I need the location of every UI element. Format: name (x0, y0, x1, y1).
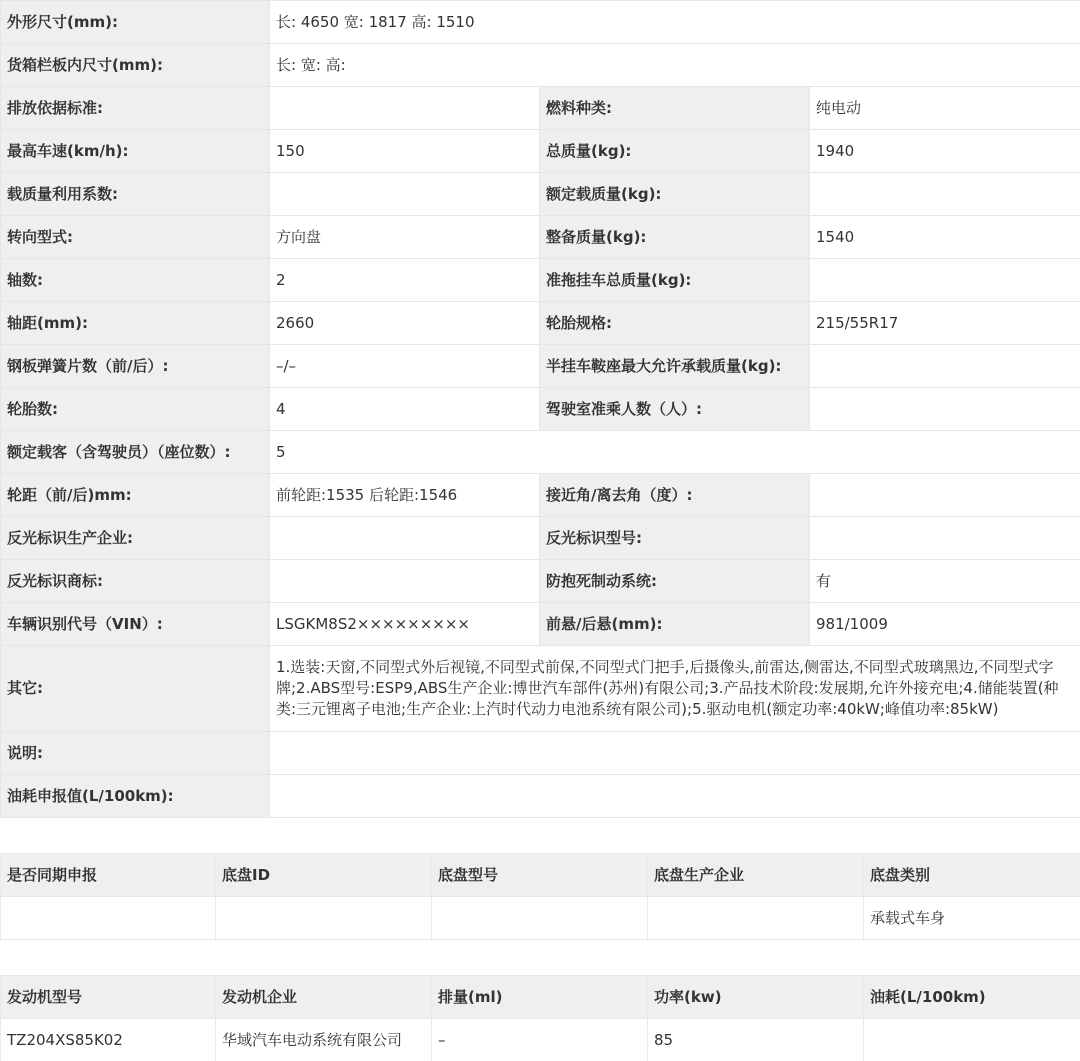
spec-value (810, 173, 1080, 216)
spec-label: 驾驶室准乘人数（人）: (540, 388, 810, 431)
spec-row (1, 603, 1080, 646)
spec-value: 2660 (270, 302, 540, 345)
spec-value: 长: 宽: 高: (270, 44, 1080, 87)
spec-row (1, 388, 1080, 431)
engine-header-cell: 发动机企业 (216, 976, 432, 1019)
spec-label: 轴距(mm): (1, 302, 270, 345)
spec-label: 前悬/后悬(mm): (540, 603, 810, 646)
spec-value (810, 345, 1080, 388)
spec-value (810, 474, 1080, 517)
spec-label: 反光标识生产企业: (1, 517, 270, 560)
spec-label: 整备质量(kg): (540, 216, 810, 259)
spec-label: 准拖挂车总质量(kg): (540, 259, 810, 302)
spec-label: 轮胎规格: (540, 302, 810, 345)
chassis-cell: 承载式车身 (864, 897, 1080, 940)
spec-value: –/– (270, 345, 540, 388)
spec-label: 其它: (1, 646, 270, 732)
chassis-header-cell: 底盘ID (216, 854, 432, 897)
engine-header-cell: 发动机型号 (1, 976, 216, 1019)
spec-label: 轮距（前/后)mm: (1, 474, 270, 517)
spec-body (1, 1, 1080, 818)
chassis-header-cell: 底盘类别 (864, 854, 1080, 897)
spec-value (810, 388, 1080, 431)
spec-value: 1.选装:天窗,不同型式外后视镜,不同型式前保,不同型式门把手,后摄像头,前雷达,侧雷达,不同型式玻璃黑边,不同型式字牌;2.ABS型号:ESP9,ABS生产企业:博世汽车部件(苏州)有限公司;3.产品技术阶段:发展期,允许外接充电;4.储能装置(种类:三元锂离子电池;生产企业:上汽时代动力电池系统有限公司);5.驱动电机(额定功率:40kW;峰值功率:85kW) (270, 646, 1080, 732)
spec-row (1, 87, 1080, 130)
spec-label: 额定载客（含驾驶员）（座位数）: (1, 431, 270, 474)
chassis-header-row (1, 854, 1080, 897)
spec-value: 1940 (810, 130, 1080, 173)
chassis-header-cell: 底盘型号 (432, 854, 648, 897)
spec-row (1, 44, 1080, 87)
spec-label: 载质量利用系数: (1, 173, 270, 216)
spec-value (270, 87, 540, 130)
chassis-header-cell: 是否同期申报 (1, 854, 216, 897)
spec-label: 油耗申报值(L/100km): (1, 775, 270, 818)
spec-label: 半挂车鞍座最大允许承载质量(kg): (540, 345, 810, 388)
engine-header-cell: 排量(ml) (432, 976, 648, 1019)
spec-value (270, 173, 540, 216)
spec-label: 排放依据标准: (1, 87, 270, 130)
spec-row (1, 173, 1080, 216)
engine-cell: 85 (648, 1019, 864, 1061)
spec-label: 钢板弹簧片数（前/后）: (1, 345, 270, 388)
spec-value: 纯电动 (810, 87, 1080, 130)
spec-value: 981/1009 (810, 603, 1080, 646)
spec-label: 燃料种类: (540, 87, 810, 130)
spec-value: 150 (270, 130, 540, 173)
spec-row (1, 517, 1080, 560)
spec-label: 轴数: (1, 259, 270, 302)
spec-value: 215/55R17 (810, 302, 1080, 345)
section-gap (0, 940, 1080, 975)
engine-cell: – (432, 1019, 648, 1061)
spec-label: 说明: (1, 732, 270, 775)
spec-value: 1540 (810, 216, 1080, 259)
engine-table (0, 975, 1080, 1061)
spec-row (1, 560, 1080, 603)
spec-label: 货箱栏板内尺寸(mm): (1, 44, 270, 87)
engine-cell: TZ204XS85K02 (1, 1019, 216, 1061)
engine-cell: 华域汽车电动系统有限公司 (216, 1019, 432, 1061)
spec-value: 5 (270, 431, 1080, 474)
spec-row (1, 474, 1080, 517)
chassis-table (0, 853, 1080, 940)
spec-label: 轮胎数: (1, 388, 270, 431)
spec-label: 反光标识商标: (1, 560, 270, 603)
engine-header-cell: 功率(kw) (648, 976, 864, 1019)
spec-row (1, 732, 1080, 775)
spec-label: 接近角/离去角（度）: (540, 474, 810, 517)
spec-value (810, 259, 1080, 302)
spec-label: 总质量(kg): (540, 130, 810, 173)
spec-value (270, 560, 540, 603)
spec-value (270, 517, 540, 560)
spec-value: 2 (270, 259, 540, 302)
spec-row (1, 302, 1080, 345)
spec-value (270, 775, 1080, 818)
spec-value: 前轮距:1535 后轮距:1546 (270, 474, 540, 517)
spec-label: 反光标识型号: (540, 517, 810, 560)
spec-row (1, 431, 1080, 474)
spec-label: 外形尺寸(mm): (1, 1, 270, 44)
engine-header-row (1, 976, 1080, 1019)
spec-value: 方向盘 (270, 216, 540, 259)
spec-label: 车辆识别代号（VIN）: (1, 603, 270, 646)
spec-value (270, 732, 1080, 775)
chassis-cell (216, 897, 432, 940)
engine-data-row (1, 1019, 1080, 1061)
spec-label: 转向型式: (1, 216, 270, 259)
engine-cell (864, 1019, 1080, 1061)
spec-label: 防抱死制动系统: (540, 560, 810, 603)
spec-value: LSGKM8S2××××××××× (270, 603, 540, 646)
chassis-cell (1, 897, 216, 940)
spec-value: 4 (270, 388, 540, 431)
spec-label: 最高车速(km/h): (1, 130, 270, 173)
chassis-cell (648, 897, 864, 940)
spec-label: 额定载质量(kg): (540, 173, 810, 216)
chassis-cell (432, 897, 648, 940)
spec-row (1, 775, 1080, 818)
section-gap (0, 818, 1080, 853)
spec-row (1, 130, 1080, 173)
spec-value: 长: 4650 宽: 1817 高: 1510 (270, 1, 1080, 44)
chassis-data-row (1, 897, 1080, 940)
spec-row (1, 216, 1080, 259)
spec-row (1, 646, 1080, 732)
spec-value (810, 517, 1080, 560)
spec-row (1, 259, 1080, 302)
chassis-header-cell: 底盘生产企业 (648, 854, 864, 897)
engine-header-cell: 油耗(L/100km) (864, 976, 1080, 1019)
spec-row (1, 1, 1080, 44)
spec-value: 有 (810, 560, 1080, 603)
spec-row (1, 345, 1080, 388)
